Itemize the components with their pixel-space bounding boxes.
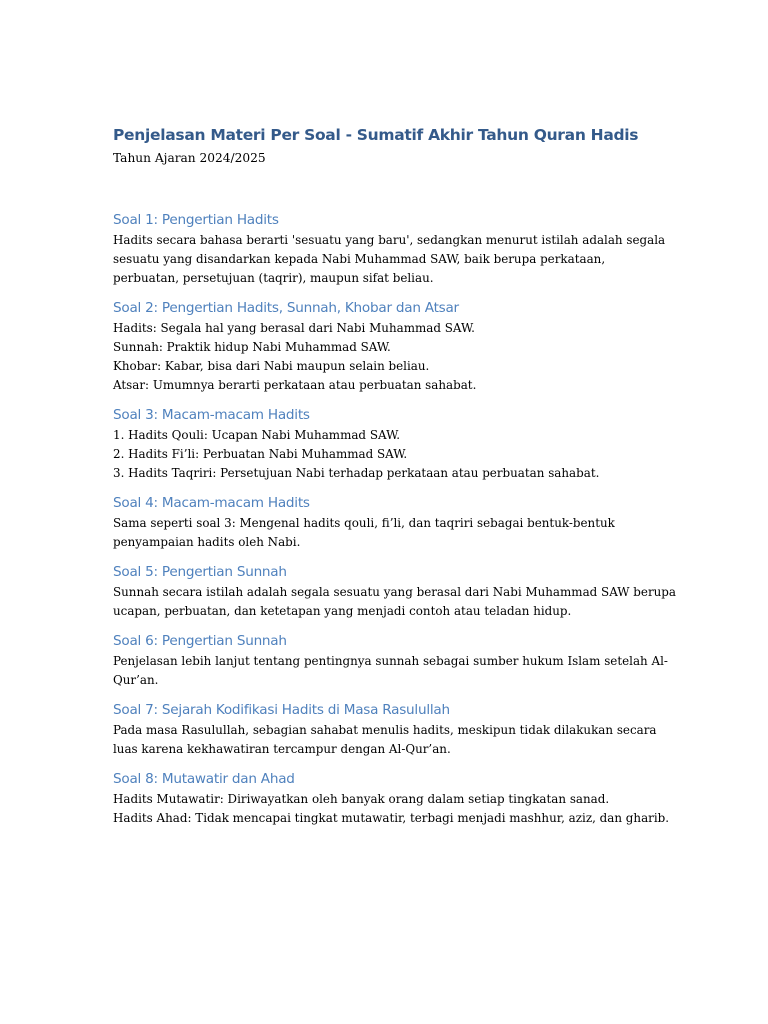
section-soal-7 bbox=[113, 699, 658, 759]
body-line: 3. Hadits Taqriri: Persetujuan Nabi terhadap perkataan atau perbuatan sahabat. bbox=[113, 466, 600, 480]
body-line: 2. Hadits Fi’li: Perbuatan Nabi Muhammad SAW. bbox=[113, 447, 408, 461]
body-line: Sama seperti soal 3: Mengenal hadits qouli, fi’li, dan taqriri sebagai bentuk-bentuk bbox=[113, 516, 615, 530]
document-page bbox=[113, 122, 676, 828]
body-line: Pada masa Rasulullah, sebagian sahabat menulis hadits, meskipun tidak dilakukan secara bbox=[113, 723, 657, 737]
section-soal-3 bbox=[113, 404, 658, 483]
body-line: Hadits Ahad: Tidak mencapai tingkat mutawatir, terbagi menjadi mashhur, aziz, dan gharib. bbox=[113, 811, 670, 825]
section-body bbox=[113, 231, 666, 288]
section-heading: Soal 2: Pengertian Hadits, Sunnah, Khobar dan Atsar bbox=[113, 300, 459, 316]
section-heading: Soal 1: Pengertian Hadits bbox=[113, 212, 279, 228]
body-line: 1. Hadits Qouli: Ucapan Nabi Muhammad SAW. bbox=[113, 428, 400, 442]
body-line: Hadits secara bahasa berarti 'sesuatu yang baru', sedangkan menurut istilah adalah segala bbox=[113, 233, 666, 247]
section-soal-4 bbox=[113, 492, 658, 552]
body-line: luas karena kekhawatiran tercampur dengan Al-Qur’an. bbox=[113, 742, 451, 756]
section-body bbox=[113, 583, 676, 621]
body-line: Penjelasan lebih lanjut tentang pentingnya sunnah sebagai sumber hukum Islam setelah Al- bbox=[113, 654, 668, 668]
section-heading: Soal 3: Macam-macam Hadits bbox=[113, 407, 310, 423]
body-line: Qur’an. bbox=[113, 673, 159, 687]
section-soal-6 bbox=[113, 630, 668, 690]
section-soal-5 bbox=[113, 561, 676, 621]
section-soal-1 bbox=[113, 209, 666, 288]
body-line: perbuatan, persetujuan (taqrir), maupun sifat beliau. bbox=[113, 271, 434, 285]
section-soal-8 bbox=[113, 768, 670, 828]
section-heading: Soal 7: Sejarah Kodifikasi Hadits di Masa Rasulullah bbox=[113, 702, 450, 718]
section-heading: Soal 6: Pengertian Sunnah bbox=[113, 633, 287, 649]
section-soal-2 bbox=[113, 297, 658, 395]
section-heading: Soal 4: Macam-macam Hadits bbox=[113, 495, 310, 511]
section-body bbox=[113, 652, 668, 690]
section-body bbox=[113, 319, 658, 395]
body-line: Sunnah: Praktik hidup Nabi Muhammad SAW. bbox=[113, 340, 391, 354]
document-title: Penjelasan Materi Per Soal - Sumatif Akhir Tahun Quran Hadis bbox=[113, 126, 639, 144]
title-spacer bbox=[113, 168, 658, 200]
section-body bbox=[113, 426, 658, 483]
section-heading: Soal 8: Mutawatir dan Ahad bbox=[113, 771, 295, 787]
section-body bbox=[113, 721, 658, 759]
body-line: Hadits: Segala hal yang berasal dari Nabi Muhammad SAW. bbox=[113, 321, 475, 335]
body-line: Hadits Mutawatir: Diriwayatkan oleh banyak orang dalam setiap tingkatan sanad. bbox=[113, 792, 610, 806]
section-heading: Soal 5: Pengertian Sunnah bbox=[113, 564, 287, 580]
body-line: ucapan, perbuatan, dan ketetapan yang menjadi contoh atau teladan hidup. bbox=[113, 604, 572, 618]
body-line: Atsar: Umumnya berarti perkataan atau perbuatan sahabat. bbox=[113, 378, 477, 392]
body-line: Sunnah secara istilah adalah segala sesuatu yang berasal dari Nabi Muhammad SAW berupa bbox=[113, 585, 676, 599]
body-line: Khobar: Kabar, bisa dari Nabi maupun selain beliau. bbox=[113, 359, 430, 373]
section-body bbox=[113, 514, 658, 552]
section-body bbox=[113, 790, 670, 828]
body-line: sesuatu yang disandarkan kepada Nabi Muhammad SAW, baik berupa perkataan, bbox=[113, 252, 606, 266]
sections-list bbox=[113, 209, 676, 828]
body-line: penyampaian hadits oleh Nabi. bbox=[113, 535, 301, 549]
document-subtitle: Tahun Ajaran 2024/2025 bbox=[113, 151, 266, 165]
